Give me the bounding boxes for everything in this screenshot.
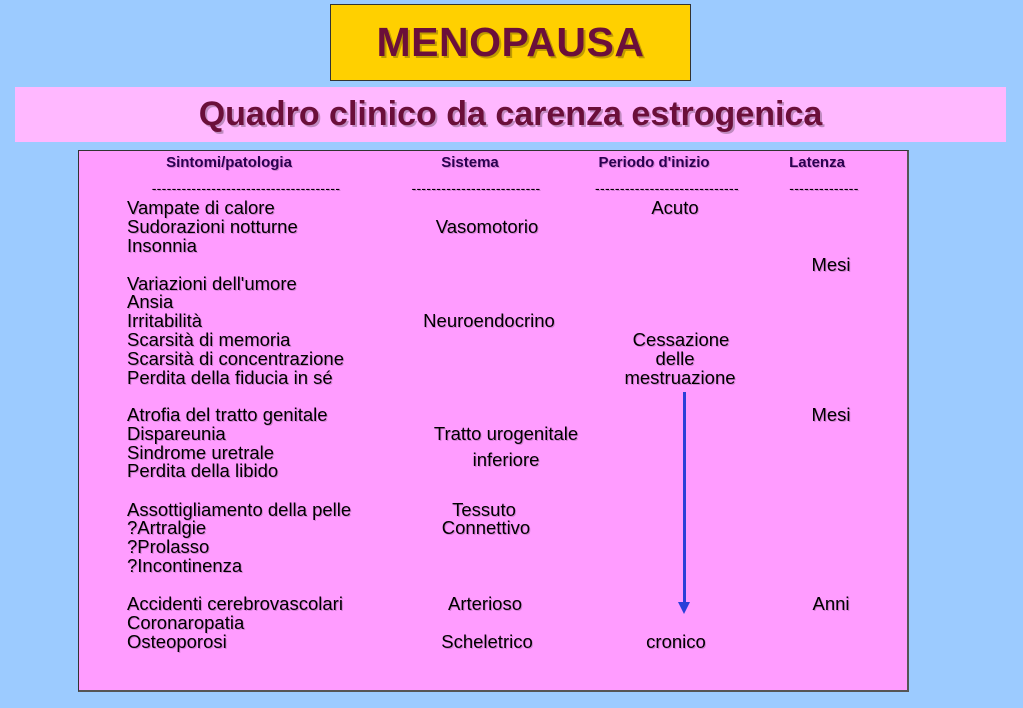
- symptom-item: Perdita della libido: [127, 460, 279, 481]
- symptom-item: Sindrome uretrale: [127, 442, 275, 463]
- latency-label: Mesi: [811, 404, 851, 425]
- header-sintomi: Sintomi/patologia: [166, 154, 292, 171]
- onset-label: Cessazione: [632, 329, 730, 350]
- timeline-arrow-line: [683, 392, 686, 606]
- system-label: Tratto urogenitale: [433, 423, 579, 444]
- symptom-item: Coronaropatia: [127, 612, 245, 633]
- symptom-item: Variazioni dell'umore: [127, 273, 297, 294]
- symptom-item: Dispareunia: [127, 423, 226, 444]
- separator-latenza: --------------: [789, 180, 859, 196]
- page-title: MENOPAUSA: [376, 19, 645, 65]
- symptom-item: Scarsità di memoria: [127, 329, 291, 350]
- header-periodo: Periodo d'inizio: [598, 154, 710, 171]
- separator-sintomi: --------------------------------------: [151, 180, 341, 196]
- latency-label: Mesi: [811, 254, 851, 275]
- onset-label: Acuto: [651, 197, 699, 218]
- arrow-down-icon: [678, 602, 690, 614]
- system-label: Connettivo: [441, 517, 531, 538]
- subtitle-box: [15, 87, 1006, 142]
- header-latenza: Latenza: [789, 154, 845, 171]
- title-box: [330, 4, 691, 81]
- system-label: Arterioso: [447, 593, 523, 614]
- latency-label: Anni: [812, 593, 850, 614]
- onset-label: delle: [655, 348, 695, 369]
- system-label: Vasomotorio: [435, 216, 539, 237]
- symptom-item: Atrofia del tratto genitale: [127, 404, 328, 425]
- symptom-item: Perdita della fiducia in sé: [127, 367, 333, 388]
- symptom-item: Ansia: [127, 291, 174, 312]
- symptom-item: ?Prolasso: [127, 536, 210, 557]
- onset-label: cronico: [646, 631, 706, 652]
- header-sistema: Sistema: [441, 154, 499, 171]
- symptom-item: ?Incontinenza: [127, 555, 243, 576]
- symptom-item: Assottigliamento della pelle: [127, 499, 352, 520]
- symptom-item: Scarsità di concentrazione: [127, 348, 344, 369]
- symptom-item: Irritabilità: [127, 310, 203, 331]
- symptom-item: Vampate di calore: [127, 197, 275, 218]
- onset-label: mestruazione: [624, 367, 736, 388]
- page-subtitle: Quadro clinico da carenza estrogenica: [198, 95, 823, 133]
- symptom-item: Osteoporosi: [127, 631, 227, 652]
- system-label: Scheletrico: [441, 631, 533, 652]
- system-label: Tessuto: [452, 499, 516, 520]
- separator-sistema: --------------------------: [411, 180, 541, 196]
- symptom-item: Insonnia: [127, 235, 197, 256]
- symptom-item: Accidenti cerebrovascolari: [127, 593, 343, 614]
- system-label: inferiore: [472, 449, 540, 470]
- symptom-item: Sudorazioni notturne: [127, 216, 298, 237]
- system-label: Neuroendocrino: [423, 310, 555, 331]
- separator-periodo: -----------------------------: [595, 180, 739, 196]
- symptom-item: ?Artralgie: [127, 517, 207, 538]
